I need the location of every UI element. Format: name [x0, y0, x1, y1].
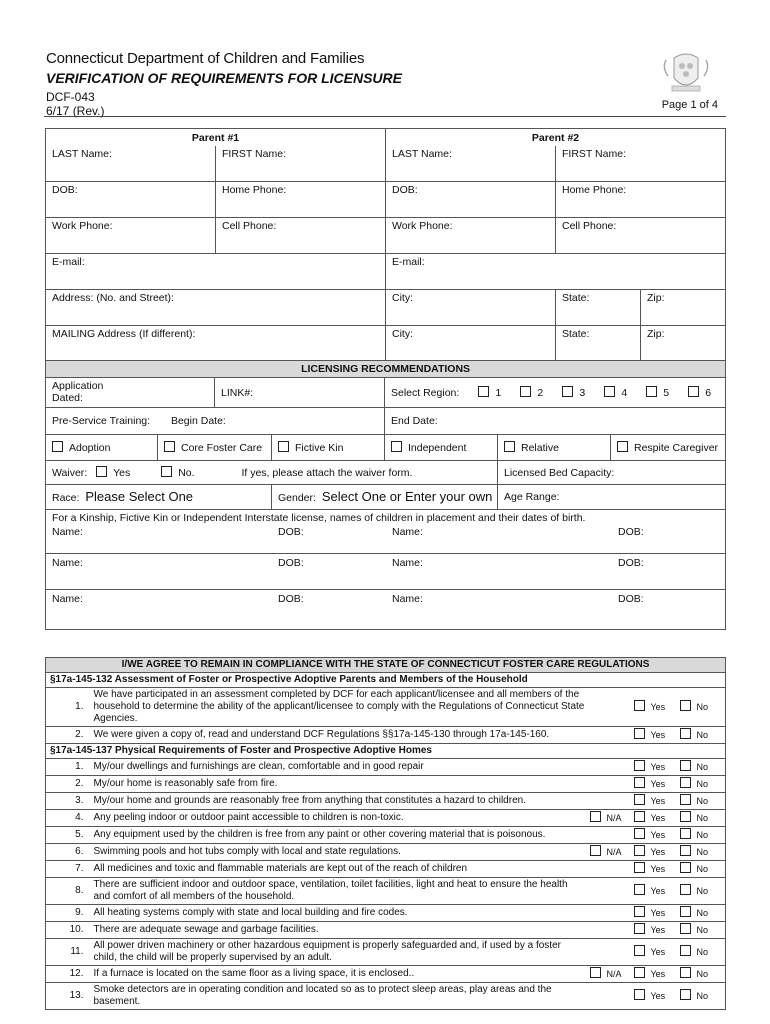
p1-cell-phone-field[interactable]: Cell Phone:: [216, 218, 386, 254]
child3-name-field[interactable]: Name:: [52, 557, 83, 569]
no-cell: [680, 878, 726, 905]
yes-label: Yes: [650, 908, 666, 918]
region-5-checkbox[interactable]: [646, 386, 657, 397]
region-option-2[interactable]: 2: [520, 386, 543, 399]
na-cell: [590, 759, 634, 776]
yes-label: Yes: [650, 779, 666, 789]
regulation-item: [46, 966, 726, 983]
race-field[interactable]: [46, 485, 272, 510]
yes-label: Yes: [650, 830, 666, 840]
yes-label: Yes: [650, 991, 666, 1001]
region-3-checkbox[interactable]: [562, 386, 573, 397]
no-label: No: [696, 813, 709, 823]
region-2-checkbox[interactable]: [520, 386, 531, 397]
sec137-item10-no-checkbox[interactable]: [680, 923, 691, 934]
no-cell: [680, 983, 726, 1010]
child1-name-field[interactable]: Name:: [52, 526, 83, 538]
state-field[interactable]: State:: [556, 290, 641, 326]
no-cell: [680, 776, 726, 793]
waiver-no-checkbox[interactable]: [161, 466, 172, 477]
sec132-item1-yes-checkbox[interactable]: [634, 700, 645, 711]
parent1-heading: Parent #1: [46, 129, 386, 146]
item-text: We have participated in an assessment completed by DCF for each applicant/licensee and all members of the household to determine the ability of the applicant/licensee to comply with the Regulations of Connecticut State Agencies.: [90, 688, 590, 727]
sec137-item12-na-checkbox[interactable]: [590, 967, 601, 978]
regulations-table: [45, 657, 726, 1010]
item-text: There are adequate sewage and garbage facilities.: [90, 922, 590, 939]
sec137-item4-no-checkbox[interactable]: [680, 811, 691, 822]
region-option-1[interactable]: 1: [478, 386, 501, 399]
form-code: DCF-043: [46, 90, 95, 104]
waiver-no-label: No.: [178, 467, 195, 479]
child1-dob-field[interactable]: DOB:: [278, 526, 304, 538]
state-seal-icon: [660, 48, 712, 96]
independent-checkbox[interactable]: [391, 441, 402, 452]
no-label: No: [696, 947, 709, 957]
sec137-item12-yes-checkbox[interactable]: [634, 967, 645, 978]
na-cell: [590, 810, 634, 827]
adoption-checkbox[interactable]: [52, 441, 63, 452]
race-select[interactable]: Please Select One: [85, 488, 194, 504]
yes-label: Yes: [650, 813, 666, 823]
sec137-item7-yes-checkbox[interactable]: [634, 862, 645, 873]
region-6-checkbox[interactable]: [688, 386, 699, 397]
sec137-item5-yes-checkbox[interactable]: [634, 828, 645, 839]
item-text: All heating systems comply with state and local building and fire codes.: [90, 905, 590, 922]
yes-label: Yes: [650, 969, 666, 979]
no-label: No: [696, 864, 709, 874]
yes-cell: [634, 905, 680, 922]
sec137-item13-yes-checkbox[interactable]: [634, 989, 645, 1000]
preservice-label: Pre-Service Training:: [52, 415, 151, 427]
sec132-item2-yes-checkbox[interactable]: [634, 728, 645, 739]
no-label: No: [696, 762, 709, 772]
item-number: 1.: [46, 759, 90, 776]
child5-name-field[interactable]: Name:: [52, 593, 83, 605]
type-fictive-kin[interactable]: Fictive Kin: [272, 435, 385, 461]
yes-label: Yes: [650, 864, 666, 874]
na-cell: [590, 793, 634, 810]
form-revision: 6/17 (Rev.): [46, 104, 105, 118]
no-label: No: [696, 969, 709, 979]
na-cell: [590, 983, 634, 1010]
item-number: 3.: [46, 793, 90, 810]
no-label: No: [696, 886, 709, 896]
regulation-item: [46, 922, 726, 939]
item-number: 6.: [46, 844, 90, 861]
region-1-checkbox[interactable]: [478, 386, 489, 397]
yes-label: Yes: [650, 947, 666, 957]
yes-cell: [634, 827, 680, 844]
yes-cell: [634, 793, 680, 810]
yes-label: Yes: [650, 847, 666, 857]
na-cell: [590, 776, 634, 793]
mailing-state-field[interactable]: State:: [556, 326, 641, 362]
sec137-item10-yes-checkbox[interactable]: [634, 923, 645, 934]
item-number: 9.: [46, 905, 90, 922]
race-label: Race:: [52, 491, 80, 504]
item-number: 1.: [46, 688, 90, 727]
form-header: [46, 50, 402, 118]
waiver-note: If yes, please attach the waiver form.: [241, 467, 413, 479]
no-cell: [680, 810, 726, 827]
respite-caregiver-checkbox[interactable]: [617, 441, 628, 452]
item-number: 11.: [46, 939, 90, 966]
parent2-heading: Parent #2: [386, 129, 726, 146]
item-text: Any equipment used by the children is free from any paint or other covering material that is poisonous.: [90, 827, 590, 844]
na-cell: [590, 827, 634, 844]
no-label: No: [696, 847, 709, 857]
regulation-item: [46, 688, 726, 727]
regulation-item: [46, 905, 726, 922]
end-date-field[interactable]: End Date:: [385, 408, 726, 435]
gender-field[interactable]: [272, 485, 498, 510]
no-label: No: [696, 908, 709, 918]
yes-cell: [634, 810, 680, 827]
item-number: 8.: [46, 878, 90, 905]
relative-checkbox[interactable]: [504, 441, 515, 452]
regulation-item: [46, 727, 726, 744]
mailing-address-field[interactable]: MAILING Address (If different):: [46, 326, 386, 362]
p2-work-phone-field[interactable]: Work Phone:: [386, 218, 556, 254]
na-cell: [590, 878, 634, 905]
region-select-group: [385, 378, 726, 408]
regulation-item: [46, 878, 726, 905]
no-label: No: [696, 730, 709, 740]
item-text: My/our home is reasonably safe from fire.: [90, 776, 590, 793]
item-number: 13.: [46, 983, 90, 1010]
regulation-item: [46, 861, 726, 878]
na-cell: [590, 905, 634, 922]
item-text: Smoke detectors are in operating condition and located so as to protect sleep areas, play areas and the basement.: [90, 983, 590, 1010]
item-number: 12.: [46, 966, 90, 983]
na-label: N/A: [606, 847, 622, 857]
yes-cell: [634, 776, 680, 793]
item-text: If a furnace is located on the same floor as a living space, it is enclosed..: [90, 966, 590, 983]
no-cell: [680, 939, 726, 966]
regulations-heading-row: [46, 658, 726, 673]
city-field[interactable]: City:: [386, 290, 556, 326]
yes-cell: [634, 861, 680, 878]
no-cell: [680, 759, 726, 776]
sec137-item9-no-checkbox[interactable]: [680, 906, 691, 917]
zip-field[interactable]: Zip:: [641, 290, 726, 326]
item-text: All medicines and toxic and flammable materials are kept out of the reach of children: [90, 861, 590, 878]
no-cell: [680, 727, 726, 744]
yes-label: Yes: [650, 730, 666, 740]
regulation-item: [46, 827, 726, 844]
core-foster-care-checkbox[interactable]: [164, 441, 175, 452]
p2-last-name-field[interactable]: LAST Name:: [386, 146, 556, 182]
no-cell: [680, 922, 726, 939]
waiver-row: [46, 461, 498, 485]
regulation-item: [46, 776, 726, 793]
sec137-item2-yes-checkbox[interactable]: [634, 777, 645, 788]
header-rule: [44, 116, 726, 117]
type-respite-caregiver[interactable]: Respite Caregiver: [611, 435, 726, 461]
region-option-3[interactable]: 3: [562, 386, 585, 399]
na-label: N/A: [606, 813, 622, 823]
begin-date-label: Begin Date:: [170, 415, 226, 427]
item-number: 2.: [46, 776, 90, 793]
child4-dob-field[interactable]: DOB:: [618, 557, 644, 569]
kinship-note: For a Kinship, Fictive Kin or Independent Interstate license, names of children in placement and their dates of birth.: [52, 512, 586, 524]
sec137-item1-yes-checkbox[interactable]: [634, 760, 645, 771]
p1-dob-field[interactable]: DOB:: [46, 182, 216, 218]
sec137-item8-yes-checkbox[interactable]: [634, 884, 645, 895]
yes-cell: [634, 966, 680, 983]
section-132-heading-row: [46, 673, 726, 688]
no-label: No: [696, 991, 709, 1001]
waiver-yes-checkbox[interactable]: [96, 466, 107, 477]
sec137-item6-no-checkbox[interactable]: [680, 845, 691, 856]
gender-label: Gender:: [278, 491, 316, 504]
regulation-item: [46, 983, 726, 1010]
no-label: No: [696, 779, 709, 789]
p1-first-name-field[interactable]: FIRST Name:: [216, 146, 386, 182]
p1-email-field[interactable]: E-mail:: [46, 254, 386, 290]
regulation-item: [46, 844, 726, 861]
licensing-heading: LICENSING RECOMMENDATIONS: [46, 361, 726, 378]
application-dated-field[interactable]: Application Dated:: [46, 378, 215, 408]
sec137-item11-yes-checkbox[interactable]: [634, 945, 645, 956]
na-cell: [590, 861, 634, 878]
no-cell: [680, 966, 726, 983]
agency-name: Connecticut Department of Children and Families: [46, 50, 365, 67]
child2-dob-field[interactable]: DOB:: [618, 526, 644, 538]
no-cell: [680, 793, 726, 810]
item-text: Any peeling indoor or outdoor paint accessible to children is non-toxic.: [90, 810, 590, 827]
yes-cell: [634, 759, 680, 776]
yes-cell: [634, 983, 680, 1010]
p1-last-name-field[interactable]: LAST Name:: [46, 146, 216, 182]
yes-label: Yes: [650, 702, 666, 712]
na-cell: [590, 922, 634, 939]
p2-home-phone-field[interactable]: Home Phone:: [556, 182, 726, 218]
fictive-kin-checkbox[interactable]: [278, 441, 289, 452]
type-relative[interactable]: Relative: [498, 435, 611, 461]
region-4-checkbox[interactable]: [604, 386, 615, 397]
gender-select[interactable]: Select One or Enter your own: [321, 488, 493, 504]
yes-label: Yes: [650, 925, 666, 935]
child4-name-field[interactable]: Name:: [392, 557, 423, 569]
section-132-heading: §17a-145-132 Assessment of Foster or Prospective Adoptive Parents and Members of the Household: [46, 673, 726, 688]
item-number: 4.: [46, 810, 90, 827]
mailing-city-field[interactable]: City:: [386, 326, 556, 362]
no-cell: [680, 827, 726, 844]
item-number: 7.: [46, 861, 90, 878]
sec137-item3-no-checkbox[interactable]: [680, 794, 691, 805]
child6-dob-field[interactable]: DOB:: [618, 593, 644, 605]
address-field[interactable]: Address: (No. and Street):: [46, 290, 386, 326]
section-137-heading: §17a-145-137 Physical Requirements of Foster and Prospective Adoptive Homes: [46, 744, 726, 759]
sec137-item2-no-checkbox[interactable]: [680, 777, 691, 788]
yes-cell: [634, 688, 680, 727]
na-cell: [590, 727, 634, 744]
region-option-6[interactable]: 6: [688, 386, 711, 399]
preservice-training-field[interactable]: [46, 408, 385, 435]
page-number: Page 1 of 4: [661, 99, 718, 111]
yes-cell: [634, 844, 680, 861]
children-row-1: [46, 510, 726, 554]
regulation-item: [46, 939, 726, 966]
yes-cell: [634, 878, 680, 905]
regulation-item: [46, 793, 726, 810]
yes-label: Yes: [650, 796, 666, 806]
sec137-item1-no-checkbox[interactable]: [680, 760, 691, 771]
regulation-item: [46, 810, 726, 827]
bed-capacity-field[interactable]: Licensed Bed Capacity:: [498, 461, 726, 485]
type-independent[interactable]: Independent: [385, 435, 498, 461]
sec137-item9-yes-checkbox[interactable]: [634, 906, 645, 917]
child3-dob-field[interactable]: DOB:: [278, 557, 304, 569]
na-cell: [590, 844, 634, 861]
waiver-label: Waiver:: [52, 467, 88, 479]
mailing-zip-field[interactable]: Zip:: [641, 326, 726, 362]
link-number-field[interactable]: LINK#:: [215, 378, 385, 408]
parent-info-table: [45, 128, 726, 362]
children-row-2: [46, 554, 726, 590]
child5-dob-field[interactable]: DOB:: [278, 593, 304, 605]
item-number: 10.: [46, 922, 90, 939]
p1-home-phone-field[interactable]: Home Phone:: [216, 182, 386, 218]
no-cell: [680, 688, 726, 727]
sec137-item13-no-checkbox[interactable]: [680, 989, 691, 1000]
sec137-item7-no-checkbox[interactable]: [680, 862, 691, 873]
na-label: N/A: [606, 969, 622, 979]
sec132-item2-no-checkbox[interactable]: [680, 728, 691, 739]
sec137-item4-na-checkbox[interactable]: [590, 811, 601, 822]
waiver-yes-label: Yes: [113, 467, 131, 479]
type-core-foster-care[interactable]: Core Foster Care: [158, 435, 272, 461]
no-cell: [680, 844, 726, 861]
no-label: No: [696, 925, 709, 935]
no-cell: [680, 861, 726, 878]
no-cell: [680, 905, 726, 922]
sec137-item6-yes-checkbox[interactable]: [634, 845, 645, 856]
item-text: There are sufficient indoor and outdoor space, ventilation, toilet facilities, light and heat to ensure the health and comfort of all members of the household.: [90, 878, 590, 905]
sec137-item3-yes-checkbox[interactable]: [634, 794, 645, 805]
item-text: My/our home and grounds are reasonably free from anything that constitutes a hazard to children.: [90, 793, 590, 810]
sec137-item12-no-checkbox[interactable]: [680, 967, 691, 978]
yes-cell: [634, 727, 680, 744]
yes-cell: [634, 939, 680, 966]
sec137-item4-yes-checkbox[interactable]: [634, 811, 645, 822]
regulation-item: [46, 759, 726, 776]
select-region-label: Select Region:: [391, 386, 460, 399]
age-range-field[interactable]: Age Range:: [498, 485, 726, 510]
item-number: 2.: [46, 727, 90, 744]
region-option-4[interactable]: 4: [604, 386, 627, 399]
children-row-3: [46, 590, 726, 630]
region-option-5[interactable]: 5: [646, 386, 669, 399]
regulations-heading: I/WE AGREE TO REMAIN IN COMPLIANCE WITH THE STATE OF CONNECTICUT FOSTER CARE REGULATIONS: [46, 658, 726, 673]
form-title: VERIFICATION OF REQUIREMENTS FOR LICENSURE: [46, 70, 402, 86]
yes-label: Yes: [650, 762, 666, 772]
yes-label: Yes: [650, 886, 666, 896]
p2-dob-field[interactable]: DOB:: [386, 182, 556, 218]
na-cell: [590, 939, 634, 966]
p1-work-phone-field[interactable]: Work Phone:: [46, 218, 216, 254]
no-label: No: [696, 702, 709, 712]
yes-cell: [634, 922, 680, 939]
sec137-item6-na-checkbox[interactable]: [590, 845, 601, 856]
no-label: No: [696, 796, 709, 806]
p2-email-field[interactable]: E-mail:: [386, 254, 726, 290]
p2-cell-phone-field[interactable]: Cell Phone:: [556, 218, 726, 254]
sec137-item11-no-checkbox[interactable]: [680, 945, 691, 956]
item-number: 5.: [46, 827, 90, 844]
licensing-table: [45, 360, 726, 630]
section-137-heading-row: [46, 744, 726, 759]
item-text: All power driven machinery or other hazardous equipment is properly safeguarded and, if used by a foster child, the child will be properly supervised by an adult.: [90, 939, 590, 966]
child2-name-field[interactable]: Name:: [392, 526, 423, 538]
item-text: Swimming pools and hot tubs comply with local and state regulations.: [90, 844, 590, 861]
sec137-item8-no-checkbox[interactable]: [680, 884, 691, 895]
child6-name-field[interactable]: Name:: [392, 593, 423, 605]
no-label: No: [696, 830, 709, 840]
sec132-item1-no-checkbox[interactable]: [680, 700, 691, 711]
na-cell: [590, 688, 634, 727]
na-cell: [590, 966, 634, 983]
item-text: My/our dwellings and furnishings are clean, comfortable and in good repair: [90, 759, 590, 776]
sec137-item5-no-checkbox[interactable]: [680, 828, 691, 839]
p2-first-name-field[interactable]: FIRST Name:: [556, 146, 726, 182]
type-adoption[interactable]: Adoption: [46, 435, 158, 461]
item-text: We were given a copy of, read and understand DCF Regulations §§17a-145-130 through 17a-145-160.: [90, 727, 590, 744]
